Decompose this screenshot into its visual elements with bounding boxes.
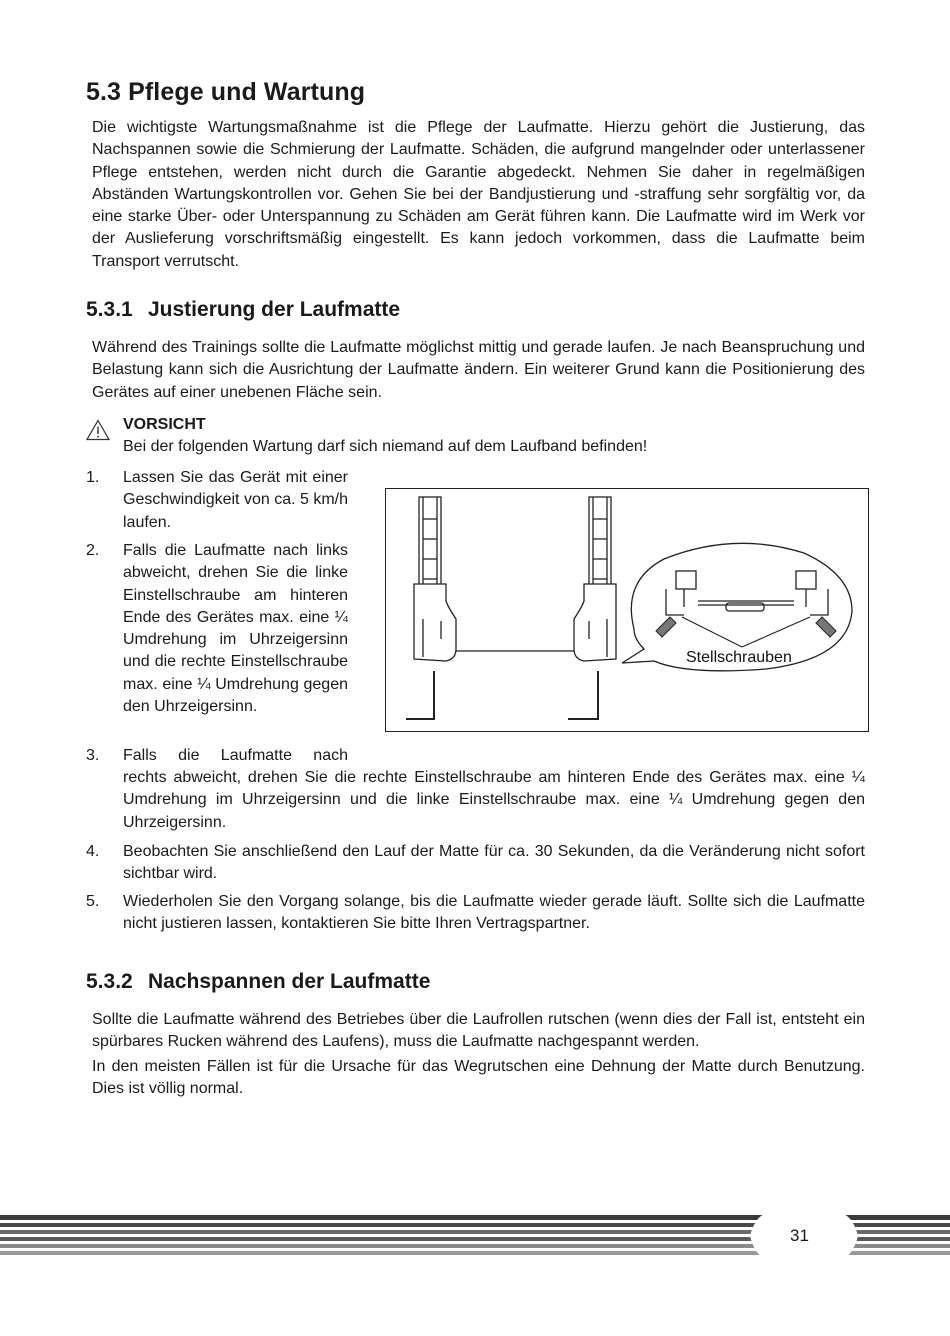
step-text: Lassen Sie das Gerät mit einer Geschwindigkeit von ca. 5 km/h laufen.	[123, 469, 348, 531]
left-frame-rail	[414, 497, 456, 661]
subsection-number: 5.3.2	[86, 970, 133, 993]
section-intro: Die wichtigste Wartungsmaßnahme ist die Pflege der Laufmatte. Hierzu gehört die Justierung, das Nachspannen sowie die Schmierung der Laufmatte. Schäden, die aufgrund mangelnder oder unterlassener Pflege entstehen, werden nicht durch die Garantie abgedeckt. Nehmen Sie daher in regelmäßigen Abständen Wartungskontrollen vor. Gehen Sie bei der Bandjustierung und -straffung sehr sorgfältig vor, da eine starke Über- oder Unterspannung zu Schäden am Gerät führen kann. Die Laufmatte wird im Werk vor der Auslieferung vorschriftsmäßig eingestellt. Es kann jedoch vorkommen, dass die Laufmatte beim Transport verrutscht.	[92, 119, 865, 270]
treadmill-rear-illustration	[386, 489, 870, 733]
step-text: Falls die Laufmatte nach links abweicht, drehen Sie die linke Einstellschraube am hinteren Ende des Gerätes max. eine ¼ Umdrehung im Uhrzeigersinn und die rechte Einstellschraube max. eine ¼ Umdrehung gegen den Uhrzeigersinn.	[123, 542, 348, 716]
caution-text: Bei der folgenden Wartung darf sich niemand auf dem Laufband befinden!	[123, 438, 648, 455]
subsection-title: Justierung der Laufmatte	[148, 298, 401, 321]
step-number: 4.	[86, 843, 100, 860]
adjustment-screws-figure	[385, 488, 869, 732]
allen-keys	[406, 671, 598, 719]
page-number: 31	[790, 1226, 809, 1245]
subsection-number: 5.3.1	[86, 298, 133, 321]
step-number: 2.	[86, 542, 100, 559]
step-number: 3.	[86, 747, 100, 764]
nachspannen-paragraph-2: In den meisten Fällen ist für die Ursache für das Wegrutschen eine Dehnung der Matte durch Benutzung. Dies ist völlig normal.	[92, 1058, 865, 1098]
step-text-continued: rechts abweicht, drehen Sie die rechte Einstellschraube am hinteren Ende des Gerätes max. eine ¼ Umdrehung im Uhrzeigersinn und die linke Einstellschraube max. eine ¼ Umdrehung gegen den Uhrzeigersinn.	[123, 769, 865, 831]
justierung-intro: Während des Trainings sollte die Laufmatte möglichst mittig und gerade laufen. Je nach Beanspruchung und Belastung kann sich die Ausrichtung der Laufmatte ändern. Ein weiterer Grund kann die Positionierung des Gerätes auf einer unebenen Fläche sein.	[92, 339, 865, 401]
subsection-title: Nachspannen der Laufmatte	[148, 970, 431, 993]
subsection-heading-justierung	[86, 298, 400, 322]
step-number: 1.	[86, 469, 100, 486]
figure-label-stellschrauben: Stellschrauben	[686, 649, 792, 666]
step-text-first-line: Falls die Laufmatte nach	[123, 747, 348, 764]
step-text: Beobachten Sie anschließend den Lauf der Matte für ca. 30 Sekunden, da die Veränderung nicht sofort sichtbar wird.	[123, 843, 865, 883]
right-frame-rail	[574, 497, 616, 661]
subsection-heading-nachspannen	[86, 970, 430, 994]
warning-triangle-icon	[86, 419, 110, 441]
caution-title: VORSICHT	[123, 416, 206, 433]
step-text: Wiederholen Sie den Vorgang solange, bis die Laufmatte wieder gerade läuft. Sollte sich die Laufmatte nicht justieren lassen, kontaktieren Sie bitte Ihren Vertragspartner.	[123, 893, 865, 933]
nachspannen-paragraph-1: Sollte die Laufmatte während des Betriebes über die Laufrollen rutschen (wenn dies der Fall ist, entsteht ein spürbares Rucken während des Laufens), muss die Laufmatte nachgespannt werden.	[92, 1011, 865, 1051]
step-number: 5.	[86, 893, 100, 910]
section-heading: 5.3 Pflege und Wartung	[86, 78, 366, 106]
